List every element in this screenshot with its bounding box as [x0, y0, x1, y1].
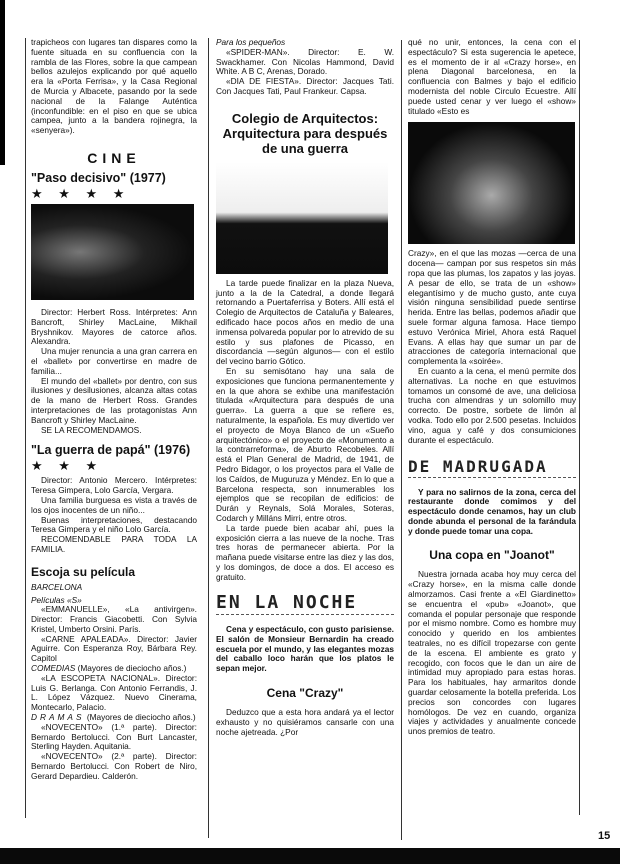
listing: «NOVECENTO» (2.ª parte). Director: Bernardo Bertolucci. Con Robert de Niro, Gerard Depardieu. Calderón. — [31, 751, 197, 781]
column-rule — [208, 38, 209, 838]
column-2 — [216, 38, 394, 737]
show-photo — [408, 122, 575, 244]
category-note: (Mayores de dieciocho años.) — [86, 712, 196, 723]
column-3 — [408, 38, 576, 737]
category-label: Para los pequeños — [216, 37, 286, 47]
category-label: Películas «S» — [31, 594, 82, 605]
subheading: Una copa en "Joanot" — [429, 548, 555, 563]
paragraph: Una familia burguesa es vista a través de los ojos inocentes de un niño... — [31, 494, 197, 515]
paragraph: Director: Antonio Mercero. Intérpretes: Teresa Gimpera, Lolo García, Vergara. — [31, 475, 197, 496]
rating-stars: ★ ★ ★ ★ — [31, 185, 131, 201]
paragraph: Nuestra jornada acaba hoy muy cerca del «Crazy horse», en la misma calle donde almorzamos. Casi frente a «El Giardinetto» se encuentra el «pub» «Joanot», que comanda el popular personaje que responde por el mismo nombre. Como es hombre muy conocido y querido en los ambientes teatrales, no es difícil tropezarse con gente de la escena. El ambiente es grato y recogido, con focos que le dan un aire de intimidad muy apropiado para estas horas. Para los habituales, hay armaritos donde guardar celosamente la botella preferida. Los precios son concordes con lugares homólogos. De vez en cuando, organiza viajes y actividades y anualmente concede unos premios de teatro. — [408, 569, 576, 737]
column-rule — [579, 40, 580, 815]
film-review — [31, 308, 197, 435]
section-banner: EN LA NOCHE — [216, 592, 394, 615]
scan-bottom-edge — [0, 848, 620, 864]
column-rule — [25, 38, 26, 818]
paragraph: El mundo del «ballet» por dentro, con sus ilusiones y desilusiones, alcanza altas cotas de la mano de Herbert Ross. Grandes interpretaciones de las protagonistas Ann Bancroft y Shirley MacLaine. — [31, 375, 197, 425]
paragraph: En cuanto a la cena, el menú permite dos alternativas. La noche en que estuvimos tomamos un consomé de ave, una deliciosa trucha con almendras y un solomillo muy correcto. De postre, sorbete de limón al vodka. Todo ello por 2.500 pesetas. Incluidos vino, agua y café y dos consumiciones durante el espectáculo. — [408, 365, 576, 445]
listing: «LA ESCOPETA NACIONAL». Director: Luis G. Berlanga. Con Antonio Ferrandis, J. L. López Vázquez. Nuevo Cinerama, Montecarlo, Palacio. — [31, 672, 197, 713]
listing: «EMMANUELLE», «La antivirgen». Director: Francis Giacobetti. Con Sylvia Kristel, Umberto Orsini. París. — [31, 604, 197, 634]
article-body — [408, 38, 576, 116]
paragraph: La tarde puede bien acabar ahí, pues la exposición cierra a las nueve de la noche. Tras tres horas de permanecer abierta. Por la mañana puede visitarse entre las diez y las dos, y los domingos, de doce a dos. El acceso es gratuito. — [216, 522, 394, 582]
category-note: (Mayores de dieciocho años.) — [77, 663, 187, 674]
kids-listings — [216, 38, 394, 97]
paragraph: En su semisótano hay una sala de exposiciones que funciona permanentemente y en la que ahora se exhibe una manifestación titulada «Arquitectura para después de una guerra». La guerra a que se refiere es, naturalmente, la española. Es muy divertido ver el proyecto de Moya Blanco de un «Sueño arquitectónico» o el proyecto de «Monumento a la contrarreforma», de Aburto Recobeles. Allí está el Plan General de Madrid, de 1941, de Pedro Bidagor, o los proyectos para el Valle de los Caídos, de Muguruza y Méndez. En lo que a Barcelona respecta, son innumerables los ejemplos que se recopilan de edificios: de Durán y Reynals, Solá Morales, Soteras, Codarch y Milláns Mirri, entre otros. — [216, 365, 394, 523]
category-label: DRAMAS — [31, 712, 85, 723]
paragraph: Una mujer renuncia a una gran carrera en el «ballet» por convertirse en madre de familia... — [31, 346, 197, 376]
paragraph: Deduzco que a esta hora andará ya el lector exhausto y no quisiéramos cansarle con una noche ajetreada. ¿Por — [216, 707, 394, 737]
film-still-photo — [31, 204, 194, 300]
paragraph: La tarde puede finalizar en la plaza Nueva, junto a la de la Catedral, a donde llegará retornando a Puertaferrisa y Boters. Allí está el Colegio de Arquitectos de Cataluña y Baleares, edificado hace pocos años en medio de una inmensa polvareda popular por lo atrevido de su estilo y sus plafones de Picasso, en discordancia —según algunos— con el estilo del vecino barrio Gótico. — [216, 277, 394, 367]
paragraph: RECOMENDABLE PARA TODA LA FAMILIA. — [31, 534, 197, 554]
film-guide — [31, 583, 197, 782]
scan-edge — [0, 0, 5, 165]
paragraph: Crazy», en el que las mozas —cerca de una docena— campan por sus respetos sin más ropa que las plumas, los zapatos y las joyas. A pesar de ello, se trata de un «show» elegantísimo y de mucho gusto, ante cuya visión ninguna sensibilidad puede sentirse herida. Entre las bellas, podemos añadir que suele formar alguna famosa. Hace tiempo estuvo Verónica Miriel, Ahora está Raquel Evans. A ellas hay que sumar un par de atracciones de categoría internacional que complementa la «soirée». — [408, 248, 576, 367]
lead-paragraph — [216, 625, 394, 674]
listing: «CARNE APALEADA». Director: Javier Aguirre. Con Esperanza Roy, Bárbara Rey. Capitol — [31, 633, 197, 664]
section-banner: DE MADRUGADA — [408, 457, 576, 477]
listing: «DIA DE FIESTA». Director: Jacques Tati. Con Jacques Tati, Paul Frankeur. Capsa. — [216, 76, 394, 96]
film-title: "Paso decisivo" (1977) — [31, 170, 166, 185]
column-rule — [401, 40, 402, 840]
article-body — [216, 279, 394, 583]
listing: «SPIDER-MAN». Director: E. W. Swackhamer. Con Nicolas Hammond, David White. A B C, Arenas, Dorado. — [216, 46, 394, 77]
listing: «NOVECENTO» (1.ª parte). Director: Bernardo Bertolucci. Con Burt Lancaster, Sterling Hayden. Aquitania. — [31, 721, 197, 752]
paragraph: Director: Herbert Ross. Intérpretes: Ann Bancroft, Shirley MacLaine, Mikhail Bryshnikov. Mayores de catorce años. Alexandra. — [31, 306, 197, 347]
paragraph: Y para no salirnos de la zona, cerca del restaurante donde comimos y del espectáculo donde cenamos, hay un club donde abunda el personal de la farándula y donde puede tomar una copa. — [408, 486, 576, 536]
intro-paragraph — [31, 38, 197, 136]
paragraph: Buenas interpretaciones, destacando Teresa Gimpera y el niño Lolo García. — [31, 514, 197, 535]
building-photo — [216, 162, 388, 274]
subheading: Cena "Crazy" — [266, 686, 344, 701]
film-review — [31, 476, 197, 554]
paragraph: Cena y espectáculo, con gusto parisiense. El salón de Monsieur Bernardin ha creado escuela por el mundo, y las elegantes mozas del caballo loco harán que los platos le sepan mejor. — [216, 624, 394, 674]
article-headline: Colegio de Arquitectos: Arquitectura para después de una guerra — [222, 110, 388, 156]
city-label: BARCELONA — [31, 581, 83, 592]
article-body — [408, 570, 576, 737]
guide-heading: Escoja su película — [31, 564, 136, 579]
column-1 — [31, 38, 197, 782]
paragraph: SE LA RECOMENDAMOS. — [41, 424, 142, 435]
section-heading-cine: CINE — [87, 149, 141, 166]
page-number: 15 — [598, 830, 611, 842]
article-body — [408, 249, 576, 445]
lead-paragraph — [408, 488, 576, 537]
category-label: COMEDIAS — [31, 663, 76, 674]
film-title: "La guerra de papá" (1976) — [31, 443, 191, 458]
article-body — [216, 708, 394, 737]
rating-stars: ★ ★ ★ — [31, 458, 104, 474]
paragraph: qué no unir, entonces, la cena con el espectáculo? Si esta sugerencia le apetece, es el momento de ir al «Crazy horse», en plena Diagonal barcelonesa, en la confluencia con Balmes y bajo el edificio modernista del noble Circulo Ecuestre. Allí puede usted cenar y ver luego el «show» titulado «Esto es — [408, 37, 576, 116]
paragraph: trapicheos con lugares tan dispares como la fuente situada en su confluencia con la rambla de las Flores, sobre la que campean bellos azulejos explicando por qué aquello era la «Porta Ferrisa», y la Casa Regional de Murcia y Albacete, pasando por la sede nacional de la Falange Auténtica (inconfundible: en el piso en que se ubica campea, junto a la bandera rojinegra, la «senyera»). — [31, 37, 197, 136]
